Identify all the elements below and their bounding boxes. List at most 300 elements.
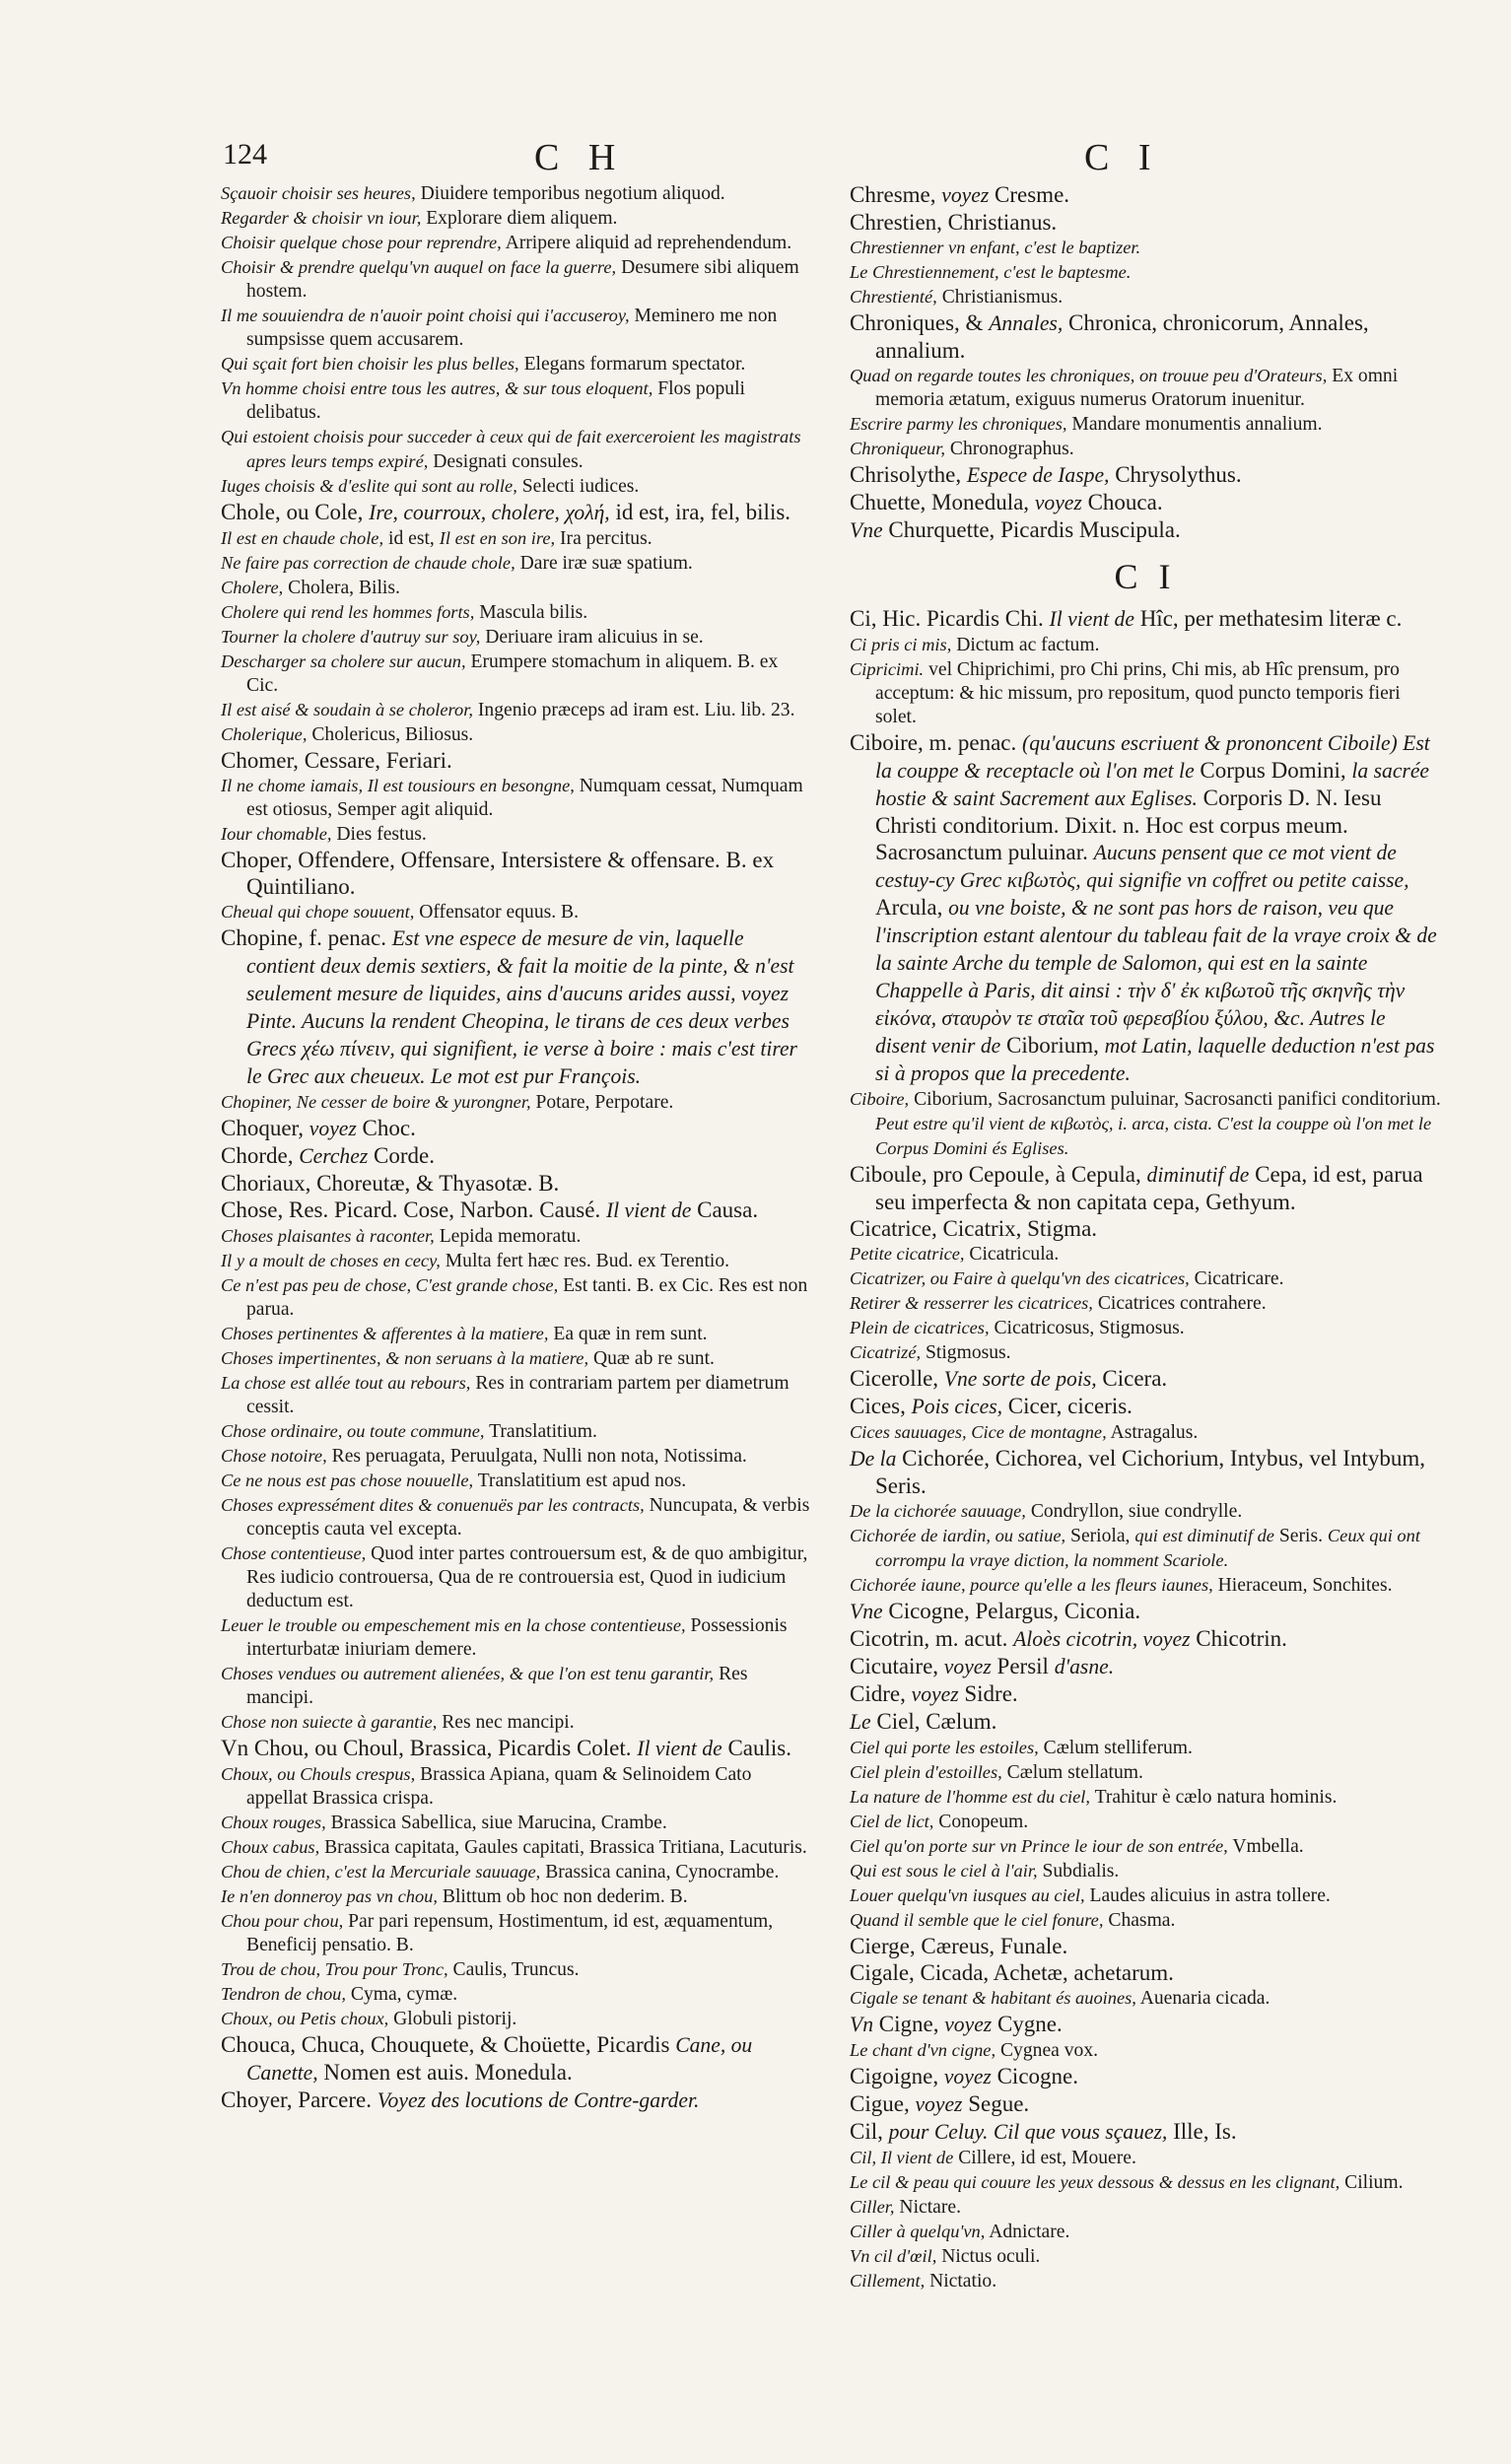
latin-gloss: Lepida memoratu. [439,1226,582,1247]
latin-gloss: Cillere, id est, Mouere. [958,2148,1136,2168]
french-gloss: Aucuns pensent que ce mot vient de cestuy-cy Grec κιβωτὸς, qui signifie vn coffret ou petite caisse, [875,841,1409,892]
headword: Chouca, Chuca, Chouquete, & Choüette, [221,2032,591,2057]
latin-gloss: Hîc, per methatesim literæ c. [1139,606,1403,631]
latin-gloss: Res in contrariam partem per diametrum cessit. [246,1373,790,1417]
french-gloss: Qui estoient choisis pour succeder à ceux qui de fait exerceroient les magistrats apres leurs temps expiré, [221,427,801,471]
dictionary-entry [221,847,812,900]
latin-gloss: Parcere. [298,2088,372,2112]
french-gloss: Choisir & prendre quelqu'vn auquel on face la guerre, [221,257,617,277]
latin-gloss: Deriuare iram alicuius in se. [485,627,704,648]
french-gloss: voyez [915,2092,963,2116]
dictionary-entry [850,309,1441,364]
latin-gloss: Res peruagata, Peruulgata, Nulli non nota, Notissima. [331,1446,747,1467]
dictionary-entry [850,181,1441,209]
latin-gloss: Diuidere temporibus negotium aliquod. [420,183,725,204]
latin-gloss: Ille, Is. [1173,2119,1237,2144]
french-gloss: pour Celuy. Cil que vous sçauez, [888,2120,1168,2144]
french-gloss: Il est en chaude chole, [221,528,384,548]
dictionary-entry [221,1541,812,1613]
french-gloss: (qu'aucuns escriuent & prononcent Ciboile) Est la couppe & receptacle où l'on met le [875,731,1430,783]
dictionary-entry [850,1708,1441,1736]
french-gloss: Tendron de chou, [221,1984,346,2004]
dictionary-entry [850,1760,1441,1785]
headword: Chopine, f. penac. [221,925,386,950]
latin-gloss: Nictus oculi. [941,2246,1041,2267]
dictionary-entry [850,1573,1441,1598]
french-gloss: Aloès cicotrin, voyez [1013,1627,1191,1651]
dictionary-entry [850,364,1441,412]
french-gloss: La nature de l'homme est du ciel, [850,1787,1091,1807]
french-gloss: Qui sçait fort bien choisir les plus belles, [221,354,519,374]
latin-gloss: Par pari repensum, Hostimentum, id est, æquamentum, Beneficij pensatio. B. [246,1911,774,1955]
french-gloss: d'asne. [1054,1655,1115,1678]
french-gloss: voyez [944,2013,993,2036]
french-gloss: Chose ordinaire, ou toute commune, [221,1421,485,1441]
french-gloss: Le Chrestiennement, c'est le baptesme. [850,262,1132,282]
headword: Cil, [850,2119,883,2144]
latin-gloss: Res mancipi. [246,1664,748,1708]
latin-gloss: Chasma. [1108,1910,1176,1931]
french-gloss: qui est diminutif de [1134,1526,1274,1545]
french-gloss: mot Latin, laquelle deduction n'est pas si à propos que la precedente. [875,1034,1435,1085]
dictionary-entry [221,231,812,255]
headword: Cicatrice, [850,1216,937,1241]
latin-gloss: Dictum ac factum. [956,635,1100,655]
latin-gloss: Choreutæ, & Thyasotæ. B. [316,1171,560,1196]
latin-gloss: Erumpere stomachum in aliquem. B. ex Cic. [246,651,779,696]
latin-gloss: Elegans formarum spectator. [523,354,746,375]
french-gloss: Est vne espece de mesure de vin, laquelle contient deux demis sextiers, & fait la moitie de la pinte, & n'est seulement mesure de liquides, ains d'aucuns arides aussi, voyez Pinte. Aucuns la rendent Cheopina, le tirans de ces deux verbes Grecs χέω πίνειν, qui signifient, ie verse à boire : mais c'est tirer le Grec aux cheueux. Le mot est pur François. [246,926,797,1088]
french-gloss: Choses expressément dites & conuenuës par les contracts, [221,1495,645,1515]
dictionary-entry [221,1273,812,1322]
french-gloss: voyez [941,183,990,207]
latin-gloss: Cicatricosus, Stigmosus. [994,1318,1185,1338]
headword: Chuette, [850,490,927,514]
french-gloss: Cil, Il vient de [850,2148,954,2167]
french-gloss: Chou pour chou, [221,1911,344,1931]
latin-gloss: Cæreus, Funale. [921,1934,1068,1958]
latin-gloss: Monedula, [931,490,1030,514]
latin-gloss: Cicatricula. [969,1244,1060,1265]
dictionary-entry [221,2087,812,2114]
french-gloss: Cigale se tenant & habitant és auoines, [850,1988,1136,2008]
latin-gloss: Cyma, cymæ. [350,1984,458,2005]
french-gloss: Ciel de lict, [850,1812,934,1831]
french-gloss: Qui est sous le ciel à l'air, [850,1861,1038,1881]
dictionary-entry [221,900,812,924]
dictionary-entry [221,1835,812,1860]
latin-gloss: Cicatricare. [1194,1268,1284,1289]
dictionary-entry [221,625,812,650]
headword: Cigale, [850,1960,915,1985]
latin-gloss: Quæ ab re sunt. [592,1348,715,1369]
latin-gloss: Ira percitus. [560,528,652,549]
latin-gloss: Picardis Muscipula. [1000,517,1181,542]
dictionary-entry [221,206,812,231]
latin-gloss: Adnictare. [989,2222,1070,2242]
french-gloss: Ceux qui ont corrompu la vraye diction, la nomment Scariole. [875,1526,1420,1570]
dictionary-entry [221,526,812,551]
headword: Cierge, [850,1934,916,1958]
latin-gloss: Ea quæ in rem sunt. [553,1324,708,1344]
latin-gloss: Subdialis. [1042,1861,1120,1882]
dictionary-entry [221,1224,812,1249]
latin-gloss: Corporis D. N. Iesu Christi conditorium. Dixit. n. Hoc est corpus meum. Sacrosanctum puluinar. [875,786,1382,864]
french-gloss: ou vne boiste, & ne sont pas hors de raison, veu que l'inscription estant alentour du tableau fait de la vraye croix & de la sainte Arche du temple de Salomon, qui est en la sainte Chappelle à Paris, dit ainsi : τὴν δ' ἐκ κιβωτοῦ τῆς σκηνῆς τὴν εἰκόνα, σταυρὸν τε σταῖα τοῦ φερεσβίου ξύλου, &c. Autres le disent venir de [875,896,1437,1058]
french-gloss: Ciller à quelqu'vn, [850,2222,986,2241]
latin-gloss: Chrysolythus. [1115,462,1242,487]
french-gloss: Chose contentieuse, [221,1543,367,1563]
dictionary-entry [850,1445,1441,1499]
running-head-right: C I [1084,137,1161,178]
dictionary-entry [850,1365,1441,1393]
dictionary-entry [221,822,812,847]
latin-gloss: Ingenio præceps ad iram est. Liu. lib. 23. [477,700,795,720]
headword: Cichorée, [902,1446,990,1471]
french-gloss: Le chant d'vn cigne, [850,2040,996,2060]
latin-gloss: Brassica Sabellica, siue Marucina, Crambe. [330,1813,667,1833]
french-gloss: Quad on regarde toutes les chroniques, on trouue peu d'Orateurs, [850,366,1328,385]
french-gloss: voyez [911,1682,959,1706]
french-gloss: voyez [1034,491,1082,514]
french-gloss: Chou de chien, c'est la Mercuriale sauuage, [221,1862,541,1882]
latin-gloss: Corde. [373,1143,435,1168]
latin-gloss: Nuncupata, & verbis conceptis cauta vel excepta. [246,1495,810,1540]
dictionary-entry [850,2063,1441,2090]
latin-gloss: Cicogne. [996,2064,1078,2088]
right-column [850,181,1441,2293]
dictionary-entry [850,1161,1441,1215]
french-gloss: Vn cil d'œil, [850,2246,937,2266]
dictionary-entry [850,437,1441,461]
latin-gloss: Cygne. [996,2012,1063,2036]
latin-gloss: Numquam cessat, Numquam est otiosus, Semper agit aliquid. [246,776,803,820]
latin-gloss: Dies festus. [336,824,427,845]
french-gloss: Vne [850,518,883,542]
french-gloss: Chopiner, Ne cesser de boire & yurongner, [221,1092,531,1112]
latin-gloss: Conopeum. [938,1812,1029,1832]
dictionary-entry [850,1883,1441,1908]
left-column [221,181,812,2114]
french-gloss: Ire, courroux, cholere, χολή, [369,501,610,524]
dictionary-entry [221,1662,812,1710]
dictionary-entry [221,1419,812,1444]
dictionary-entry [850,633,1441,657]
french-gloss: Cicatrizé, [850,1342,922,1362]
dictionary-entry [850,1908,1441,1933]
french-gloss: Cices sauuages, Cice de montagne, [850,1422,1107,1442]
dictionary-entry [221,924,812,1090]
dictionary-entry [850,2011,1441,2038]
french-gloss: Cane, ou Canette, [246,2033,753,2085]
french-gloss: Choux cabus, [221,1837,320,1857]
french-gloss: Chrestienté, [850,287,937,307]
latin-gloss: Auenaria cicada. [1139,1988,1271,2009]
dictionary-entry [221,2007,812,2031]
latin-gloss: Seris. [1278,1526,1323,1546]
latin-gloss: Dare iræ suæ spatium. [519,553,693,574]
french-gloss: voyez [943,1655,992,1678]
dictionary-entry [850,2220,1441,2244]
headword: Cicutaire, [850,1654,939,1678]
latin-gloss: Brassica canina, Cynocrambe. [545,1862,780,1882]
french-gloss: De la cichorée sauuage, [850,1501,1026,1521]
dictionary-entry [850,1316,1441,1340]
dictionary-entry [850,1215,1441,1242]
french-gloss: Leuer le trouble ou empeschement mis en la chose contentieuse, [221,1615,686,1635]
dictionary-entry [221,1710,812,1735]
french-gloss: Cholere qui rend les hommes forts, [221,602,475,622]
dictionary-entry [221,1613,812,1662]
french-gloss: Cholere, [221,578,284,597]
page-header [0,136,1511,185]
french-gloss: Annales, [989,311,1064,335]
headword: Choriaux, [221,1171,311,1196]
dictionary-entry [221,1469,812,1493]
latin-gloss: Persil [996,1654,1049,1678]
headword: Cicogne, [888,1599,970,1623]
dictionary-entry [221,352,812,376]
dictionary-entry [850,236,1441,260]
latin-gloss: Quod inter partes controuersum est, & de quo ambigitur, Res iudicio controuersa, Qua de re controuersia est, Quod in iudicium deductum est. [246,1543,808,1611]
french-gloss: Ie n'en donneroy pas vn chou, [221,1886,438,1906]
latin-gloss: Chronographus. [949,439,1074,459]
dictionary-entry [221,1170,812,1197]
french-gloss: Ciboire, [850,1089,910,1109]
latin-gloss: Chicotrin. [1196,1626,1287,1651]
dictionary-entry [850,2118,1441,2146]
french-gloss: Vn homme choisi entre tous les autres, & sur tous eloquent, [221,378,653,398]
french-gloss: Descharger sa cholere sur aucun, [221,651,466,671]
french-gloss: Il vient de [637,1737,722,1760]
latin-gloss: pro Cepoule, à Cepula, [932,1162,1141,1187]
french-gloss: Chose notoire, [221,1446,327,1466]
french-gloss: Choisir quelque chose pour reprendre, [221,233,502,252]
latin-gloss: Cessare, Feriari. [304,748,452,773]
dictionary-entry [221,1884,812,1909]
latin-gloss: Cælum. [926,1709,997,1734]
latin-gloss: Caulis. [727,1736,791,1760]
french-gloss: Chose non suiecte à garantie, [221,1712,438,1732]
headword: Churquette, [888,517,996,542]
dictionary-entry [850,1266,1441,1291]
french-gloss: Vn [850,2013,874,2036]
dictionary-entry [221,747,812,774]
dictionary-entry [221,1957,812,1982]
dictionary-entry [850,1680,1441,1708]
french-gloss: Ciel qu'on porte sur vn Prince le iour de son entrée, [850,1836,1228,1856]
latin-gloss: vel Chiprichimi, pro Chi prins, Chi mis, ab Hîc prensum, pro acceptum: & hic missum, pro repositum, quod puncto temporis fieri solet. [875,659,1401,727]
dictionary-entry [850,2244,1441,2269]
french-gloss: Sçauoir choisir ses heures, [221,183,416,203]
dictionary-entry [850,1933,1441,1959]
french-gloss: Il est aisé & soudain à se choleror, [221,700,473,719]
french-gloss: Choses vendues ou autrement alienées, & que l'on est tenu garantir, [221,1664,715,1683]
dictionary-entry [850,1291,1441,1316]
dictionary-entry [221,576,812,600]
headword: Ciboire, [850,730,924,755]
dictionary-entry [221,425,812,474]
latin-gloss: Cælum stelliferum. [1043,1738,1193,1758]
dictionary-entry [850,1834,1441,1859]
latin-gloss: Ciborium, [1005,1033,1099,1058]
dictionary-entry [850,260,1441,285]
dictionary-entry [221,499,812,526]
french-gloss: Tourner la cholere d'autruy sur soy, [221,627,481,647]
french-gloss: Cillement, [850,2271,926,2291]
latin-gloss: Offendere, Offensare, Intersistere & offensare. B. ex Quintiliano. [246,848,775,899]
dictionary-entry [221,1346,812,1371]
page-number: 124 [223,138,267,171]
latin-gloss: m. acut. [934,1626,1008,1651]
french-gloss: Le [850,1710,871,1734]
french-gloss: Chrestienner vn enfant, c'est le baptizer. [850,238,1141,257]
dictionary-entry [221,1371,812,1419]
latin-gloss: Cepa, id est, parua seu imperfecta & non capitata cepa, Gethyum. [875,1162,1423,1214]
latin-gloss: Sidre. [964,1681,1018,1706]
french-gloss: Petite cicatrice, [850,1244,965,1264]
french-gloss: Iour chomable, [221,824,332,844]
french-gloss: Il ne chome iamais, Il est tousiours en besongne, [221,776,575,795]
dictionary-entry [850,209,1441,236]
latin-gloss: Cichorea, vel Cichorium, Intybus, vel Intybum, Seris. [875,1446,1425,1498]
dictionary-entry [850,1625,1441,1653]
dictionary-entry [850,1959,1441,1986]
dictionary-entry [850,412,1441,437]
latin-gloss: id est, ira, fel, bilis. [615,500,791,524]
dictionary-entry [221,2031,812,2087]
dictionary-entry [850,2090,1441,2118]
dictionary-entry [221,1249,812,1273]
dictionary-entry [221,698,812,722]
dictionary-entry [221,304,812,352]
french-gloss: Vne [850,1600,883,1623]
french-gloss: Choses impertinentes, & non seruans à la matiere, [221,1348,589,1368]
dictionary-entry [850,1340,1441,1365]
dictionary-entry [850,1499,1441,1524]
latin-gloss: Selecti iudices. [521,476,640,497]
dictionary-entry [850,1810,1441,1834]
latin-gloss: Astragalus. [1110,1422,1199,1443]
latin-gloss: Multa fert hæc res. Bud. ex Terentio. [445,1251,730,1271]
dictionary-entry [850,729,1441,1087]
headword: Chole, ou Cole, [221,500,364,524]
latin-gloss: Brassica, Picardis Colet. [409,1736,632,1760]
latin-gloss: Mascula bilis. [479,602,588,623]
headword: Cices, [850,1394,906,1418]
french-gloss: diminutif de [1146,1163,1250,1187]
latin-gloss: Vmbella. [1232,1836,1304,1857]
french-gloss: Cheual qui chope souuent, [221,902,415,922]
latin-gloss: Stigmosus. [926,1342,1011,1363]
running-head-left: C H [534,137,626,178]
french-gloss: Il vient de [605,1198,692,1222]
french-gloss: Iuges choisis & d'eslite qui sont au rolle, [221,476,517,496]
latin-gloss: Christianismus. [941,287,1064,308]
dictionary-entry [221,1735,812,1762]
dictionary-entry [850,2170,1441,2195]
dictionary-entry [221,1982,812,2007]
latin-gloss: Chouca. [1087,490,1163,514]
headword: Chomer, [221,748,299,773]
latin-gloss: Potare, Perpotare. [535,1092,674,1113]
dictionary-entry [221,376,812,425]
dictionary-entry [850,1859,1441,1883]
latin-gloss: Arcula, [875,895,943,920]
latin-gloss: Offensator equus. B. [419,902,580,923]
latin-gloss: Res. Picard. Cose, Narbon. Causé. [289,1198,601,1222]
dictionary-entry [850,1524,1441,1573]
latin-gloss: Hieraceum, Sonchites. [1217,1575,1393,1596]
french-gloss: Trou de chou, Trou pour Tronc, [221,1959,448,1979]
latin-gloss: Caulis, Truncus. [452,1959,580,1980]
dictionary-entry [850,1653,1441,1680]
latin-gloss: Nictatio. [929,2271,997,2292]
french-gloss: Pois cices, [911,1395,1003,1418]
french-gloss: Plein de cicatrices, [850,1318,990,1337]
right-column-top [850,181,1441,544]
latin-gloss: Laudes alicuius in astra tollere. [1089,1885,1331,1906]
french-gloss: Cicatrizer, ou Faire à quelqu'vn des cicatrices, [850,1268,1190,1288]
french-gloss: Cichorée iaune, pource qu'elle a les fleurs iaunes, [850,1575,1213,1595]
dictionary-entry [850,285,1441,309]
dictionary-entry [221,600,812,625]
french-gloss: La chose est allée tout au rebours, [221,1373,471,1393]
headword: Choper, [221,848,293,872]
latin-gloss: Cicer, ciceris. [1007,1394,1133,1418]
french-gloss: Ne faire pas correction de chaude chole, [221,553,515,573]
french-gloss: Le cil & peau qui couure les yeux dessous & dessus en les clignant, [850,2172,1340,2192]
latin-gloss: Condryllon, siue condrylle. [1030,1501,1243,1522]
latin-gloss: Christianus. [947,210,1058,235]
latin-gloss: Cygnea vox. [999,2040,1099,2061]
latin-gloss: Cilium. [1344,2172,1404,2193]
dictionary-entry [221,1115,812,1142]
headword: Chresme, [850,182,936,207]
latin-gloss: Nomen est auis. Monedula. [323,2060,573,2085]
headword: Ciboule, [850,1162,927,1187]
french-gloss: Choux, ou Petis choux, [221,2009,389,2028]
latin-gloss: Cælum stellatum. [1006,1762,1143,1783]
latin-gloss: Translatitium est apud nos. [477,1471,687,1491]
french-gloss: Vne sorte de pois, [943,1367,1097,1391]
french-gloss: Choux, ou Chouls crespus, [221,1764,416,1784]
headword: Ciel, [876,1709,921,1734]
latin-gloss: Meminero me non sumpsisse quem accusarem. [246,306,778,350]
dictionary-entry [221,1762,812,1811]
french-gloss: Choses plaisantes à raconter, [221,1226,435,1246]
headword: Choquer, [221,1116,305,1140]
latin-gloss: Cholera, Bilis. [288,578,400,598]
dictionary-entry [850,1736,1441,1760]
dictionary-entry [850,1087,1441,1161]
french-gloss: Voyez des locutions de Contre-garder. [377,2088,700,2112]
french-gloss: Ci pris ci mis, [850,635,952,654]
latin-gloss: Choc. [362,1116,416,1140]
latin-gloss: Res nec mancipi. [442,1712,575,1733]
latin-gloss: Hic. Picardis Chi. [882,606,1044,631]
french-gloss: Cholerique, [221,724,308,744]
section-letter: C I [1114,557,1177,596]
latin-gloss: Brassica Apiana, quam & Selinoidem Cato appellat Brassica crispa. [246,1764,752,1809]
latin-gloss: Possessionis interturbatæ iniuriam demere. [246,1615,788,1660]
french-gloss: la sacrée hostie & saint Sacrement aux Eglises. [875,759,1429,810]
headword: Choyer, [221,2088,293,2112]
dictionary-entry [850,1420,1441,1445]
dictionary-entry [221,1493,812,1541]
french-gloss: Cichorée de iardin, ou satiue, [850,1526,1066,1545]
latin-gloss: Causa. [697,1198,759,1222]
